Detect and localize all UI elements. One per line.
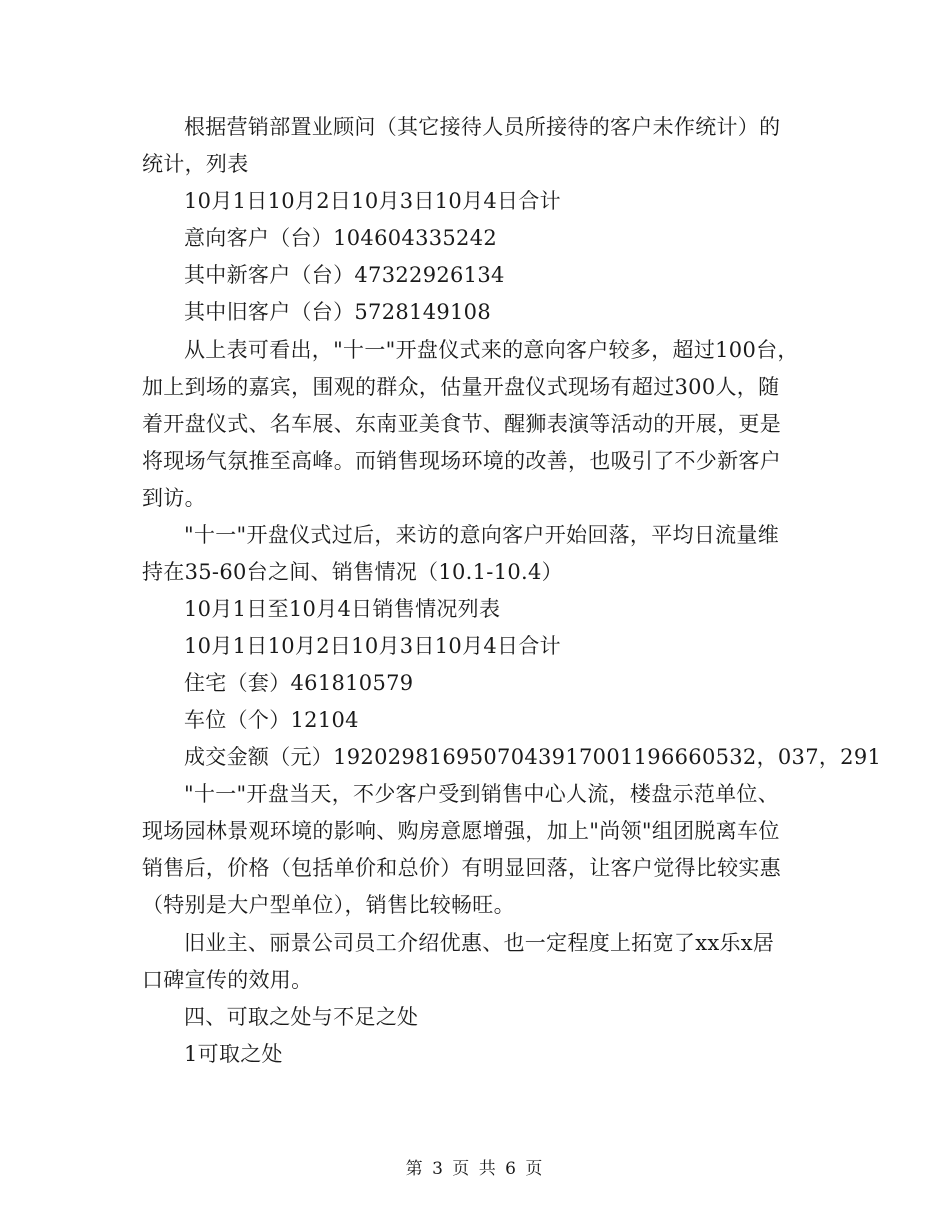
paragraph-line: 加上到场的嘉宾，围观的群众，估量开盘仪式现场有超过300人，随 bbox=[142, 375, 780, 399]
table-row-line: 其中新客户（台）47322926134 bbox=[184, 263, 505, 287]
paragraph-line: 持在35-60台之间、销售情况（10.1-10.4） bbox=[142, 560, 563, 584]
paragraph-line: 统计，列表 bbox=[142, 152, 249, 176]
paragraph-line: （特别是大户型单位），销售比较畅旺。 bbox=[142, 893, 515, 917]
paragraph-line: 从上表可看出，"十一"开盘仪式来的意向客户较多，超过100台， bbox=[184, 338, 799, 362]
paragraph-line: 着开盘仪式、名车展、东南亚美食节、醒狮表演等活动的开展，更是 bbox=[142, 412, 781, 436]
table-row-line: 车位（个）12104 bbox=[184, 708, 359, 732]
subsection-heading: 1可取之处 bbox=[184, 1042, 283, 1066]
section-heading: 四、可取之处与不足之处 bbox=[184, 1005, 419, 1029]
table-header-line: 10月1日10月2日10月3日10月4日合计 bbox=[184, 189, 561, 213]
paragraph-line: "十一"开盘当天，不少客户受到销售中心人流，楼盘示范单位、 bbox=[184, 782, 780, 806]
paragraph-line: 现场园林景观环境的影响、购房意愿增强，加上"尚领"组团脱离车位 bbox=[142, 819, 780, 843]
table-row-line: 其中旧客户（台）5728149108 bbox=[184, 300, 492, 324]
paragraph-line: 销售后，价格（包括单价和总价）有明显回落，让客户觉得比较实惠 bbox=[142, 856, 781, 880]
table-row-line: 住宅（套）461810579 bbox=[184, 671, 414, 695]
table-header-line: 10月1日10月2日10月3日10月4日合计 bbox=[184, 634, 561, 658]
paragraph-line: 将现场气氛推至高峰。而销售现场环境的改善，也吸引了不少新客户 bbox=[142, 449, 781, 473]
paragraph-line: "十一"开盘仪式过后，来访的意向客户开始回落，平均日流量维 bbox=[184, 523, 780, 547]
page-number: 第 3 页 共 6 页 bbox=[405, 1159, 545, 1179]
paragraph-line: 口碑宣传的效用。 bbox=[142, 968, 313, 992]
table-row-line: 意向客户（台）104604335242 bbox=[184, 226, 498, 250]
table-title-line: 10月1日至10月4日销售情况列表 bbox=[184, 597, 501, 621]
paragraph-line: 根据营销部置业顾问（其它接待人员所接待的客户未作统计）的 bbox=[184, 115, 781, 139]
table-row-line: 成交金额（元）1920298169507043917001196660532，037，291 bbox=[184, 745, 882, 769]
paragraph-line: 到访。 bbox=[142, 486, 206, 510]
paragraph-line: 旧业主、丽景公司员工介绍优惠、也一定程度上拓宽了xx乐x居 bbox=[184, 931, 775, 955]
